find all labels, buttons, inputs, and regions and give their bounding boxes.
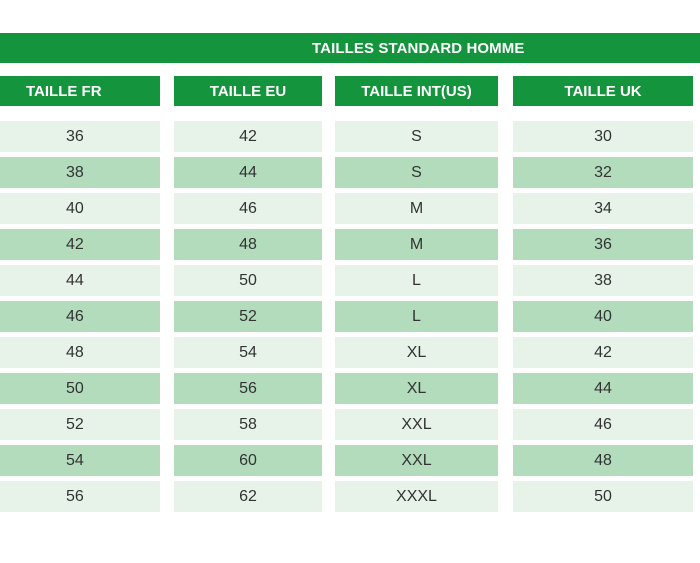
- table-cell: 52: [0, 409, 160, 440]
- table-cell: 42: [513, 337, 693, 368]
- table-cell: 44: [513, 373, 693, 404]
- table-cell: 32: [513, 157, 693, 188]
- table-cell: M: [335, 193, 498, 224]
- table-cell: 42: [0, 229, 160, 260]
- column-header: TAILLE EU: [174, 76, 322, 106]
- table-cell: 46: [0, 301, 160, 332]
- table-cell: 56: [0, 481, 160, 512]
- table-cell: 60: [174, 445, 322, 476]
- column-taille-eu: [174, 76, 322, 517]
- column-header: TAILLE FR: [0, 76, 160, 106]
- table-cell: L: [335, 265, 498, 296]
- table-cell: 54: [174, 337, 322, 368]
- table-cell: 38: [513, 265, 693, 296]
- table-cell: S: [335, 157, 498, 188]
- table-cell: XL: [335, 337, 498, 368]
- table-cell: 34: [513, 193, 693, 224]
- table-cell: 42: [174, 121, 322, 152]
- table-cell: 62: [174, 481, 322, 512]
- table-cell: M: [335, 229, 498, 260]
- table-cell: 50: [174, 265, 322, 296]
- table-cell: 30: [513, 121, 693, 152]
- table-cell: 56: [174, 373, 322, 404]
- table-cell: L: [335, 301, 498, 332]
- table-cell: 46: [174, 193, 322, 224]
- column-header: TAILLE INT(US): [335, 76, 498, 106]
- column-taille-fr: [0, 76, 160, 517]
- table-cell: 50: [0, 373, 160, 404]
- table-cell: 52: [174, 301, 322, 332]
- table-cell: 36: [513, 229, 693, 260]
- table-cell: 48: [174, 229, 322, 260]
- table-cell: 58: [174, 409, 322, 440]
- table-cell: 38: [0, 157, 160, 188]
- table-cell: 50: [513, 481, 693, 512]
- table-title: TAILLES STANDARD HOMME: [0, 33, 700, 63]
- table-cell: XXXL: [335, 481, 498, 512]
- table-cell: 44: [0, 265, 160, 296]
- table-cell: 40: [0, 193, 160, 224]
- table-cell: XL: [335, 373, 498, 404]
- column-header: TAILLE UK: [513, 76, 693, 106]
- table-cell: 48: [513, 445, 693, 476]
- table-cell: XXL: [335, 409, 498, 440]
- table-cell: 36: [0, 121, 160, 152]
- table-cell: S: [335, 121, 498, 152]
- table-cell: XXL: [335, 445, 498, 476]
- table-cell: 44: [174, 157, 322, 188]
- table-cell: 46: [513, 409, 693, 440]
- table-cell: 48: [0, 337, 160, 368]
- column-taille-uk: [513, 76, 693, 517]
- column-taille-int-us: [335, 76, 498, 517]
- table-cell: 54: [0, 445, 160, 476]
- table-cell: 40: [513, 301, 693, 332]
